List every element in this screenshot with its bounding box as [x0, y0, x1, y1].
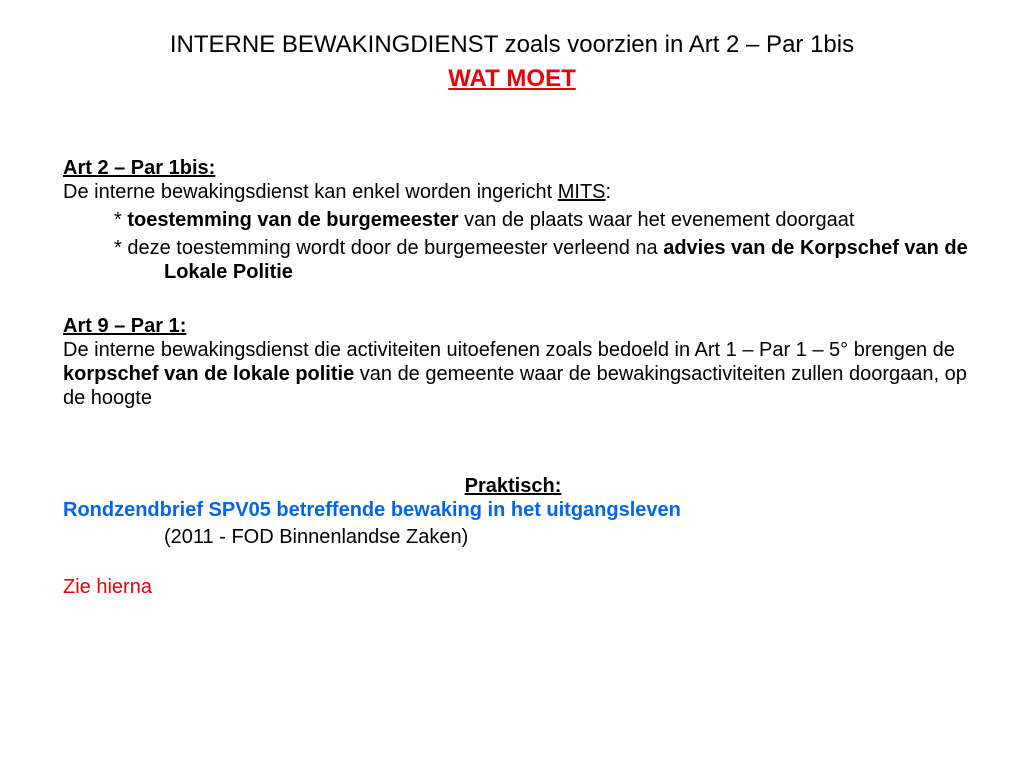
section-art9-text [63, 338, 983, 410]
practical-heading-row [63, 474, 963, 498]
intro-text: De interne bewakingsdienst kan enkel worden ingericht [63, 181, 558, 203]
art9-bold-text: korpschef van de lokale politie [63, 363, 355, 385]
section-art2-heading: Art 2 – Par 1bis: [63, 157, 216, 179]
section-art2 [63, 156, 983, 284]
mits-word: MITS [557, 181, 606, 203]
bullet1-bold-text: toestemming van de burgemeester [127, 209, 459, 231]
bullet2-bold-text: advies van de Korpschef van de Lokale Politie [164, 237, 968, 283]
bullet-item-permission [63, 208, 994, 232]
circular-source: (2011 - FOD Binnenlandse Zaken) [164, 526, 469, 548]
see-below-note: Zie hierna [63, 576, 152, 598]
slide-title-block [0, 28, 1024, 96]
bullet1-text: van de plaats waar het evenement doorgaat [458, 209, 855, 231]
art9-text-before: De interne bewakingsdienst die activiteiten uitoefenen zoals bedoeld in Art 1 – Par 1 – 5° brengen de [63, 339, 955, 361]
slide-subtitle: WAT MOET [448, 65, 576, 92]
art9-text-after: van de gemeente waar de bewakingsactiviteiten zullen doorgaan, op de hoogte [63, 363, 967, 409]
slide-title: INTERNE BEWAKINGDIENST zoals voorzien in Art 2 – Par 1bis [169, 31, 855, 58]
bullet-item-advice [63, 236, 994, 284]
section-art2-intro [63, 180, 983, 204]
section-art9-heading: Art 9 – Par 1: [63, 315, 187, 337]
practical-heading: Praktisch: [464, 475, 562, 497]
bullet2-text: * deze toestemming wordt door de burgemeester verleend na [114, 237, 664, 259]
intro-colon: : [605, 181, 612, 203]
bullet-marker: * [114, 209, 128, 231]
section-art9 [63, 314, 983, 410]
circular-reference: Rondzendbrief SPV05 betreffende bewaking in het uitgangsleven [63, 499, 681, 521]
slide-body [63, 156, 983, 599]
section-practical [63, 474, 983, 599]
